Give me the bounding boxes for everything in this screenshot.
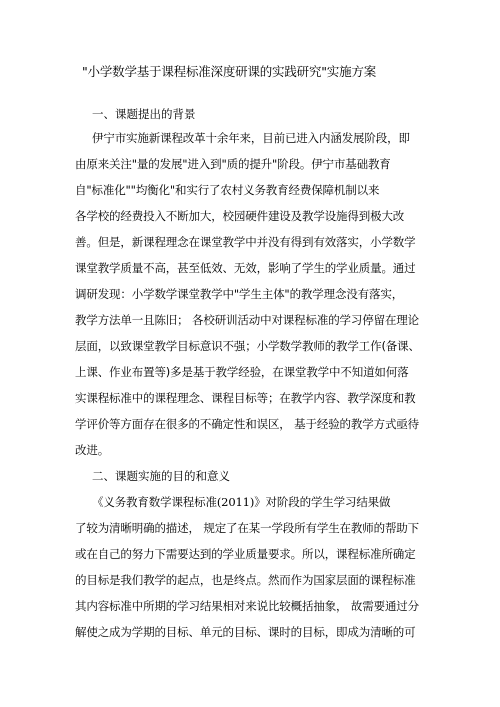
paragraph-line: 善。但是，新课程理念在课堂教学中并没有得到有效落实，小学数学: [75, 235, 416, 249]
document-title: "小学数学基于课程标准深度研课的实践研究"实施方案: [82, 64, 377, 79]
paragraph-line: 改进。: [75, 443, 110, 457]
paragraph-line: 各学校的经费投入不断加大，校园硬件建设及教学设施得到极大改: [75, 209, 405, 223]
paragraph-line: 学评价等方面存在很多的不确定性和误区， 基于经验的教学方式亟待: [75, 417, 420, 431]
paragraph-line: 的目标是我们教学的起点，也是终点。然而作为国家层面的课程标准: [75, 573, 416, 587]
paragraph-line: 教学方法单一且陈旧； 各校研训活动中对课程标准的学习停留在理论: [75, 313, 420, 327]
paragraph-line: 或在自己的努力下需要达到的学业质量要求。所以，课程标准所确定: [75, 547, 416, 561]
paragraph-line: 其内容标准中所期的学习结果相对来说比较概括抽象， 故需要通过分: [75, 599, 420, 613]
paragraph-line: 《义务教育数学课程标准(2011)》对阶段的学生学习结果做: [92, 495, 391, 509]
section-heading-purpose: 二、课题实施的目的和意义: [92, 469, 230, 483]
paragraph-line: 层面，以致课堂教学目标意识不强；小学数学教师的教学工作(备课、: [75, 339, 420, 353]
paragraph-line: 实课程标准中的课程理念、课程目标等；在教学内容、教学深度和教: [75, 391, 416, 405]
paragraph-line: 课堂教学质量不高，甚至低效、无效，影响了学生的学业质量。通过: [75, 261, 416, 275]
section-heading-background: 一、课题提出的背景: [92, 107, 196, 121]
paragraph-line: 上课、作业布置等)多是基于教学经验，在课堂教学中不知道如何落: [75, 365, 409, 379]
paragraph-line: 了较为清晰明确的描述， 规定了在某一学段所有学生在教师的帮助下: [75, 521, 420, 535]
paragraph-line: 解使之成为学期的目标、单元的目标、课时的目标，即成为清晰的可: [75, 625, 416, 639]
paragraph-line: 由原来关注"量的发展"进入到"质的提升"阶段。伊宁市基础教育: [75, 157, 391, 171]
paragraph-line: 调研发现：小学数学课堂教学中"学生主体"的教学理念没有落实，: [75, 287, 404, 301]
paragraph-line: 伊宁市实施新课程改革十余年来，目前已进入内涵发展阶段，即: [92, 131, 410, 145]
paragraph-line: 自"标准化""均衡化"和实行了农村义务教育经费保障机制以来: [75, 183, 380, 197]
